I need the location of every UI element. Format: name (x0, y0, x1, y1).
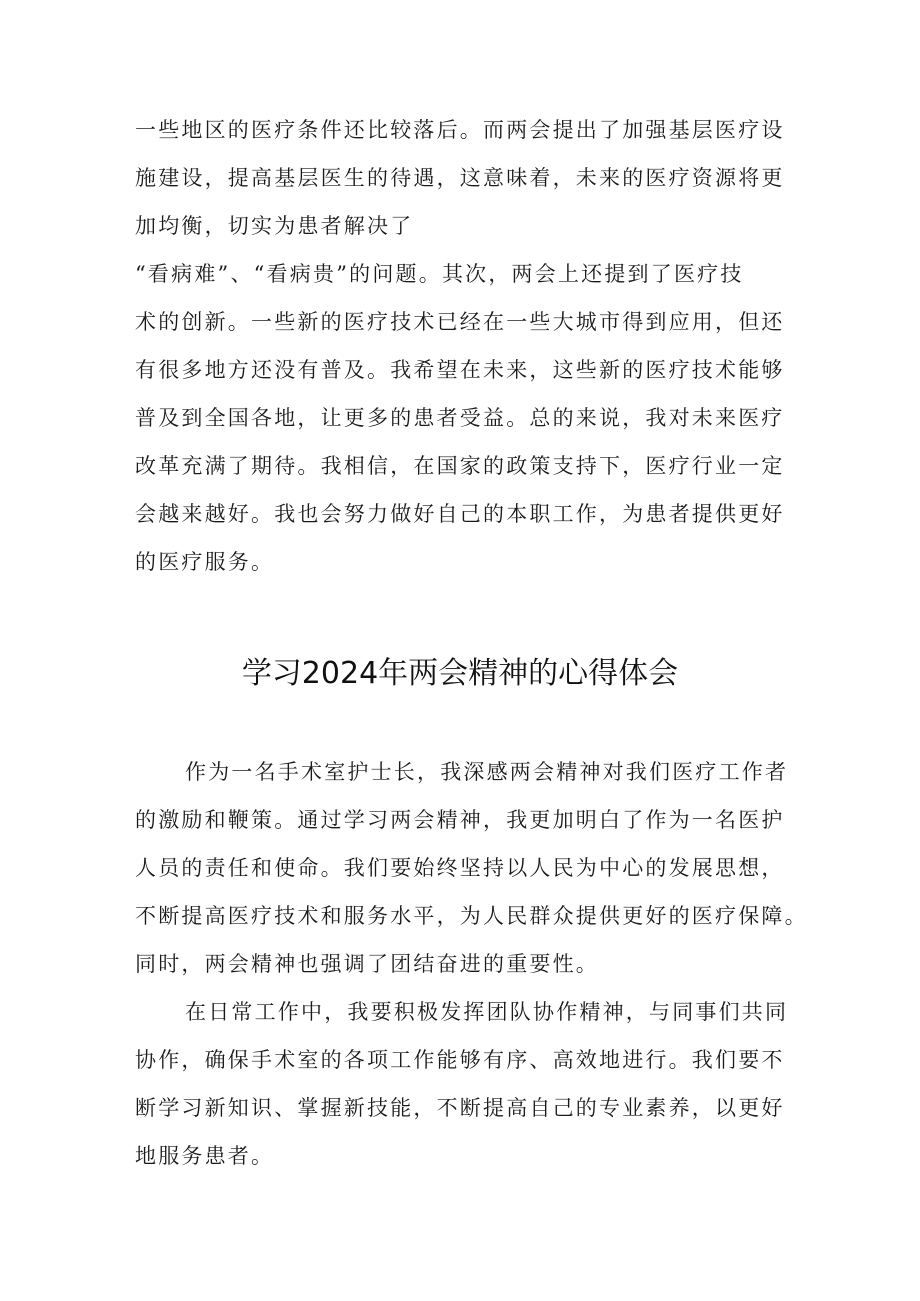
text-line: 断学习新知识、掌握新技能，不断提高自己的专业素养，以更好 (135, 1096, 785, 1120)
text-line: 在日常工作中，我要积极发挥团队协作精神，与同事们共同 (185, 1000, 789, 1024)
text-line: 有很多地方还没有普及。我希望在未来，这些新的医疗技术能够 (135, 358, 785, 382)
text-line: 同时，两会精神也强调了团结奋进的重要性。 (135, 952, 599, 976)
text-line: 的医疗服务。 (135, 550, 275, 574)
text-line: 人员的责任和使命。我们要始终坚持以人民为中心的发展思想， (135, 856, 785, 880)
text-line: 地服务患者。 (135, 1144, 275, 1168)
text-line: 协作，确保手术室的各项工作能够有序、高效地进行。我们要不 (135, 1048, 785, 1072)
article-title: 学习2024年两会精神的心得体会 (241, 656, 679, 691)
text-line: 不断提高医疗技术和服务水平，为人民群众提供更好的医疗保障。 (135, 904, 808, 928)
text-line: 施建设，提高基层医生的待遇，这意味着，未来的医疗资源将更 (135, 166, 785, 190)
text-line: 加均衡，切实为患者解决了 (135, 214, 414, 238)
text-line: 作为一名手术室护士长，我深感两会精神对我们医疗工作者 (185, 760, 789, 784)
text-line: 术的创新。一些新的医疗技术已经在一些大城市得到应用，但还 (135, 310, 785, 334)
text-line: 会越来越好。我也会努力做好自己的本职工作，为患者提供更好 (135, 502, 785, 526)
text-line: “看病难”、“看病贵”的问题。其次，两会上还提到了医疗技 (135, 262, 744, 286)
text-line: 的激励和鞭策。通过学习两会精神，我更加明白了作为一名医护 (135, 808, 785, 832)
text-line: 改革充满了期待。我相信，在国家的政策支持下，医疗行业一定 (135, 454, 785, 478)
text-line: 一些地区的医疗条件还比较落后。而两会提出了加强基层医疗设 (135, 118, 785, 142)
text-line: 普及到全国各地，让更多的患者受益。总的来说，我对未来医疗 (135, 406, 785, 430)
